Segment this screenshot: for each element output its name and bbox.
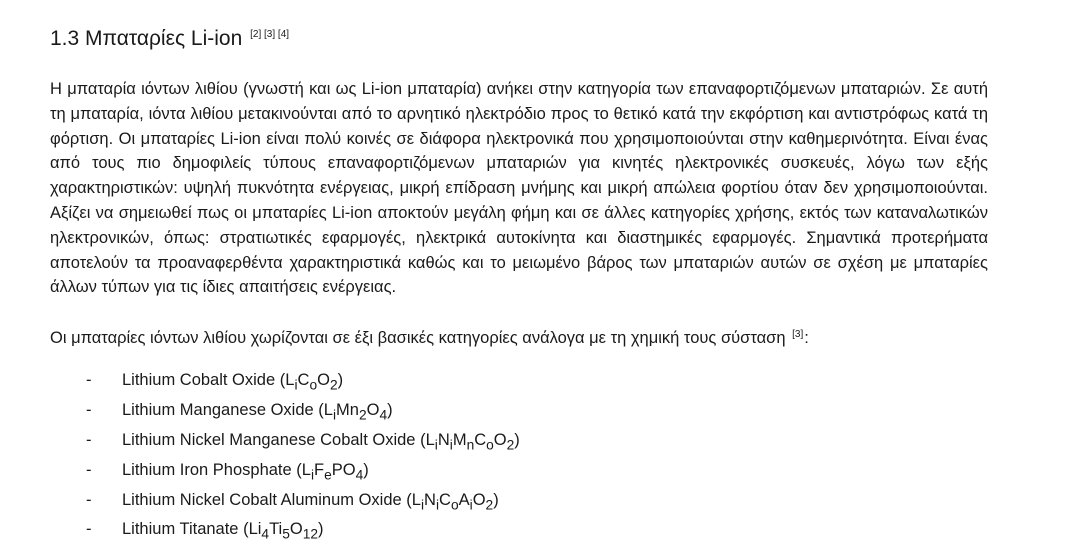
formula-subscript: 4 bbox=[261, 526, 270, 542]
formula-subscript: i bbox=[294, 377, 298, 393]
formula-subscript: i bbox=[310, 466, 315, 482]
list-item-label: Lithium Cobalt Oxide bbox=[122, 370, 276, 389]
section-citation-refs: [2] [3] [4] bbox=[250, 29, 290, 40]
formula-element: L bbox=[285, 370, 295, 389]
list-dash: - bbox=[86, 430, 92, 449]
formula-subscript: n bbox=[466, 437, 475, 453]
formula-element: L bbox=[411, 490, 421, 509]
list-item: - Lithium Cobalt Oxide $(L_iC_oO_2)$ bbox=[50, 368, 988, 398]
formula-element: L bbox=[425, 430, 435, 449]
formula-element: L bbox=[301, 460, 311, 479]
list-item-label: Lithium Nickel Cobalt Aluminum Oxide bbox=[122, 490, 402, 509]
formula-element: L bbox=[323, 400, 333, 419]
formula-subscript: 2 bbox=[329, 377, 338, 393]
categories-paragraph-text: Οι μπαταρίες ιόντων λιθίου χωρίζονται σε έξι βασικές κατηγορίες ανάλογα με τη χημική τους σύσταση bbox=[50, 329, 786, 348]
formula-element: C bbox=[297, 370, 310, 389]
formula-subscript: o bbox=[450, 496, 459, 512]
list-item: - Lithium Nickel Manganese Cobalt Oxide $(L_iN_iM_nC_oO_2)$ bbox=[50, 428, 988, 458]
formula-subscript: 5 bbox=[282, 526, 290, 542]
formula-subscript: 12 bbox=[302, 526, 319, 542]
formula-subscript: 2 bbox=[506, 437, 515, 453]
formula-subscript: 4 bbox=[355, 466, 364, 482]
formula-element: F bbox=[314, 460, 325, 479]
formula-element: O bbox=[472, 490, 486, 509]
formula-element: O bbox=[317, 370, 330, 389]
intro-paragraph: Η μπαταρία ιόντων λιθίου (γνωστή και ως Li-ion μπαταρία) ανήκει στην κατηγορία των επαναφορτιζόμενων μπαταριών. Σε αυτή τη μπαταρία, ιόντα λιθίου μετακινούνται από το αρνητικό ηλεκτρόδιο προς το θετικό κατά την εκφόρτιση και αντιστρόφως κατά τη φόρτιση. Οι μπαταρίες Li-ion είναι πολύ κοινές σε διάφορα ηλεκτρονικά που χρησιμοποιούνται στην καθημερινότητα. Είναι ένας από τους πιο δημοφιλείς τύπους επαναφορτιζόμενων μπαταριών για κινητές ηλεκτρονικές συσκευές, λόγω των εξής χαρακτηριστικών: υψηλή πυκνότητα ενέργειας, μικρή επίδραση μνήμης και μικρή απώλεια φορτίου όταν δεν χρησιμοποιούνται. Αξίζει να σημειωθεί πως οι μπαταρίες Li-ion αποκτούν μεγάλη φήμη και σε άλλες κατηγορίες χρήσης, εκτός των καταναλωτικών ηλεκτρονικών, όπως: στρατιωτικές εφαρμογές, ηλεκτρικά αυτοκίνητα και διαστημικές εφαρμογές. Σημαντικά προτερήματα αποτελούν τα προαναφερθέντα χαρακτηριστικά καθώς και το μειωμένο βάρος των μπαταριών αυτών σε σχέση με μπαταρίες άλλων τύπων για τις ίδιες απαιτήσεις ενέργειας. bbox=[50, 80, 988, 297]
formula-subscript: i bbox=[434, 437, 438, 453]
formula-subscript: i bbox=[332, 407, 337, 423]
chemical-formula bbox=[285, 370, 338, 393]
list-item: - Lithium Titanate $(Li_4Ti_5O_{12})$ bbox=[50, 517, 988, 547]
formula-subscript: i bbox=[449, 437, 453, 453]
list-item-label: Lithium Titanate bbox=[122, 520, 239, 539]
list-dash: - bbox=[86, 490, 92, 509]
formula-subscript: 2 bbox=[358, 407, 367, 423]
formula-element: C bbox=[439, 490, 451, 509]
formula-element: N bbox=[437, 430, 450, 449]
formula-subscript: 4 bbox=[379, 407, 388, 423]
formula-element: Ti bbox=[269, 520, 283, 539]
section-heading bbox=[50, 20, 988, 54]
formula-element: A bbox=[458, 490, 470, 509]
formula-element: M bbox=[452, 430, 467, 449]
formula-subscript: o bbox=[486, 437, 494, 453]
list-item: - Lithium Iron Phosphate $(L_iF_ePO_4)$ bbox=[50, 458, 988, 488]
formula-element: PO bbox=[331, 460, 356, 479]
document-page bbox=[50, 20, 988, 547]
chemical-formula bbox=[301, 460, 364, 482]
formula-subscript: 2 bbox=[485, 496, 494, 512]
chemical-formula bbox=[425, 430, 515, 453]
chemical-formula bbox=[323, 400, 388, 423]
list-item: - Lithium Manganese Oxide $(L_iMn_2O_4)$ bbox=[50, 398, 988, 428]
formula-element: N bbox=[424, 490, 436, 509]
chemical-formula bbox=[411, 490, 494, 512]
list-dash: - bbox=[86, 520, 92, 539]
list-dash: - bbox=[86, 400, 92, 419]
list-item: - Lithium Nickel Cobalt Aluminum Oxide $(L_iN_iC_oA_iO_2)$ bbox=[50, 488, 988, 518]
section-title: 1.3 Μπαταρίες Li-ion bbox=[50, 27, 243, 50]
formula-element: Mn bbox=[336, 400, 359, 419]
categories-paragraph-colon: : bbox=[804, 329, 809, 348]
formula-subscript: o bbox=[309, 377, 318, 393]
list-item-label: Lithium Nickel Manganese Cobalt Oxide bbox=[122, 430, 416, 449]
list-item-label: Lithium Manganese Oxide bbox=[122, 400, 314, 419]
formula-element: C bbox=[474, 430, 487, 449]
list-dash: - bbox=[86, 460, 92, 479]
formula-subscript: i bbox=[435, 496, 440, 512]
formula-element: O bbox=[366, 400, 380, 419]
formula-element: O bbox=[289, 520, 303, 539]
formula-subscript: i bbox=[469, 496, 473, 512]
categories-paragraph bbox=[50, 323, 988, 351]
chemical-formula bbox=[248, 520, 319, 542]
formula-element: Li bbox=[248, 520, 262, 539]
formula-subscript: e bbox=[324, 466, 332, 482]
formula-subscript: i bbox=[420, 496, 425, 512]
categories-citation-ref: [3] bbox=[792, 329, 804, 341]
list-item-label: Lithium Iron Phosphate bbox=[122, 460, 292, 479]
formula-element: O bbox=[493, 430, 507, 449]
battery-types-list bbox=[50, 368, 988, 547]
list-dash: - bbox=[86, 370, 92, 389]
